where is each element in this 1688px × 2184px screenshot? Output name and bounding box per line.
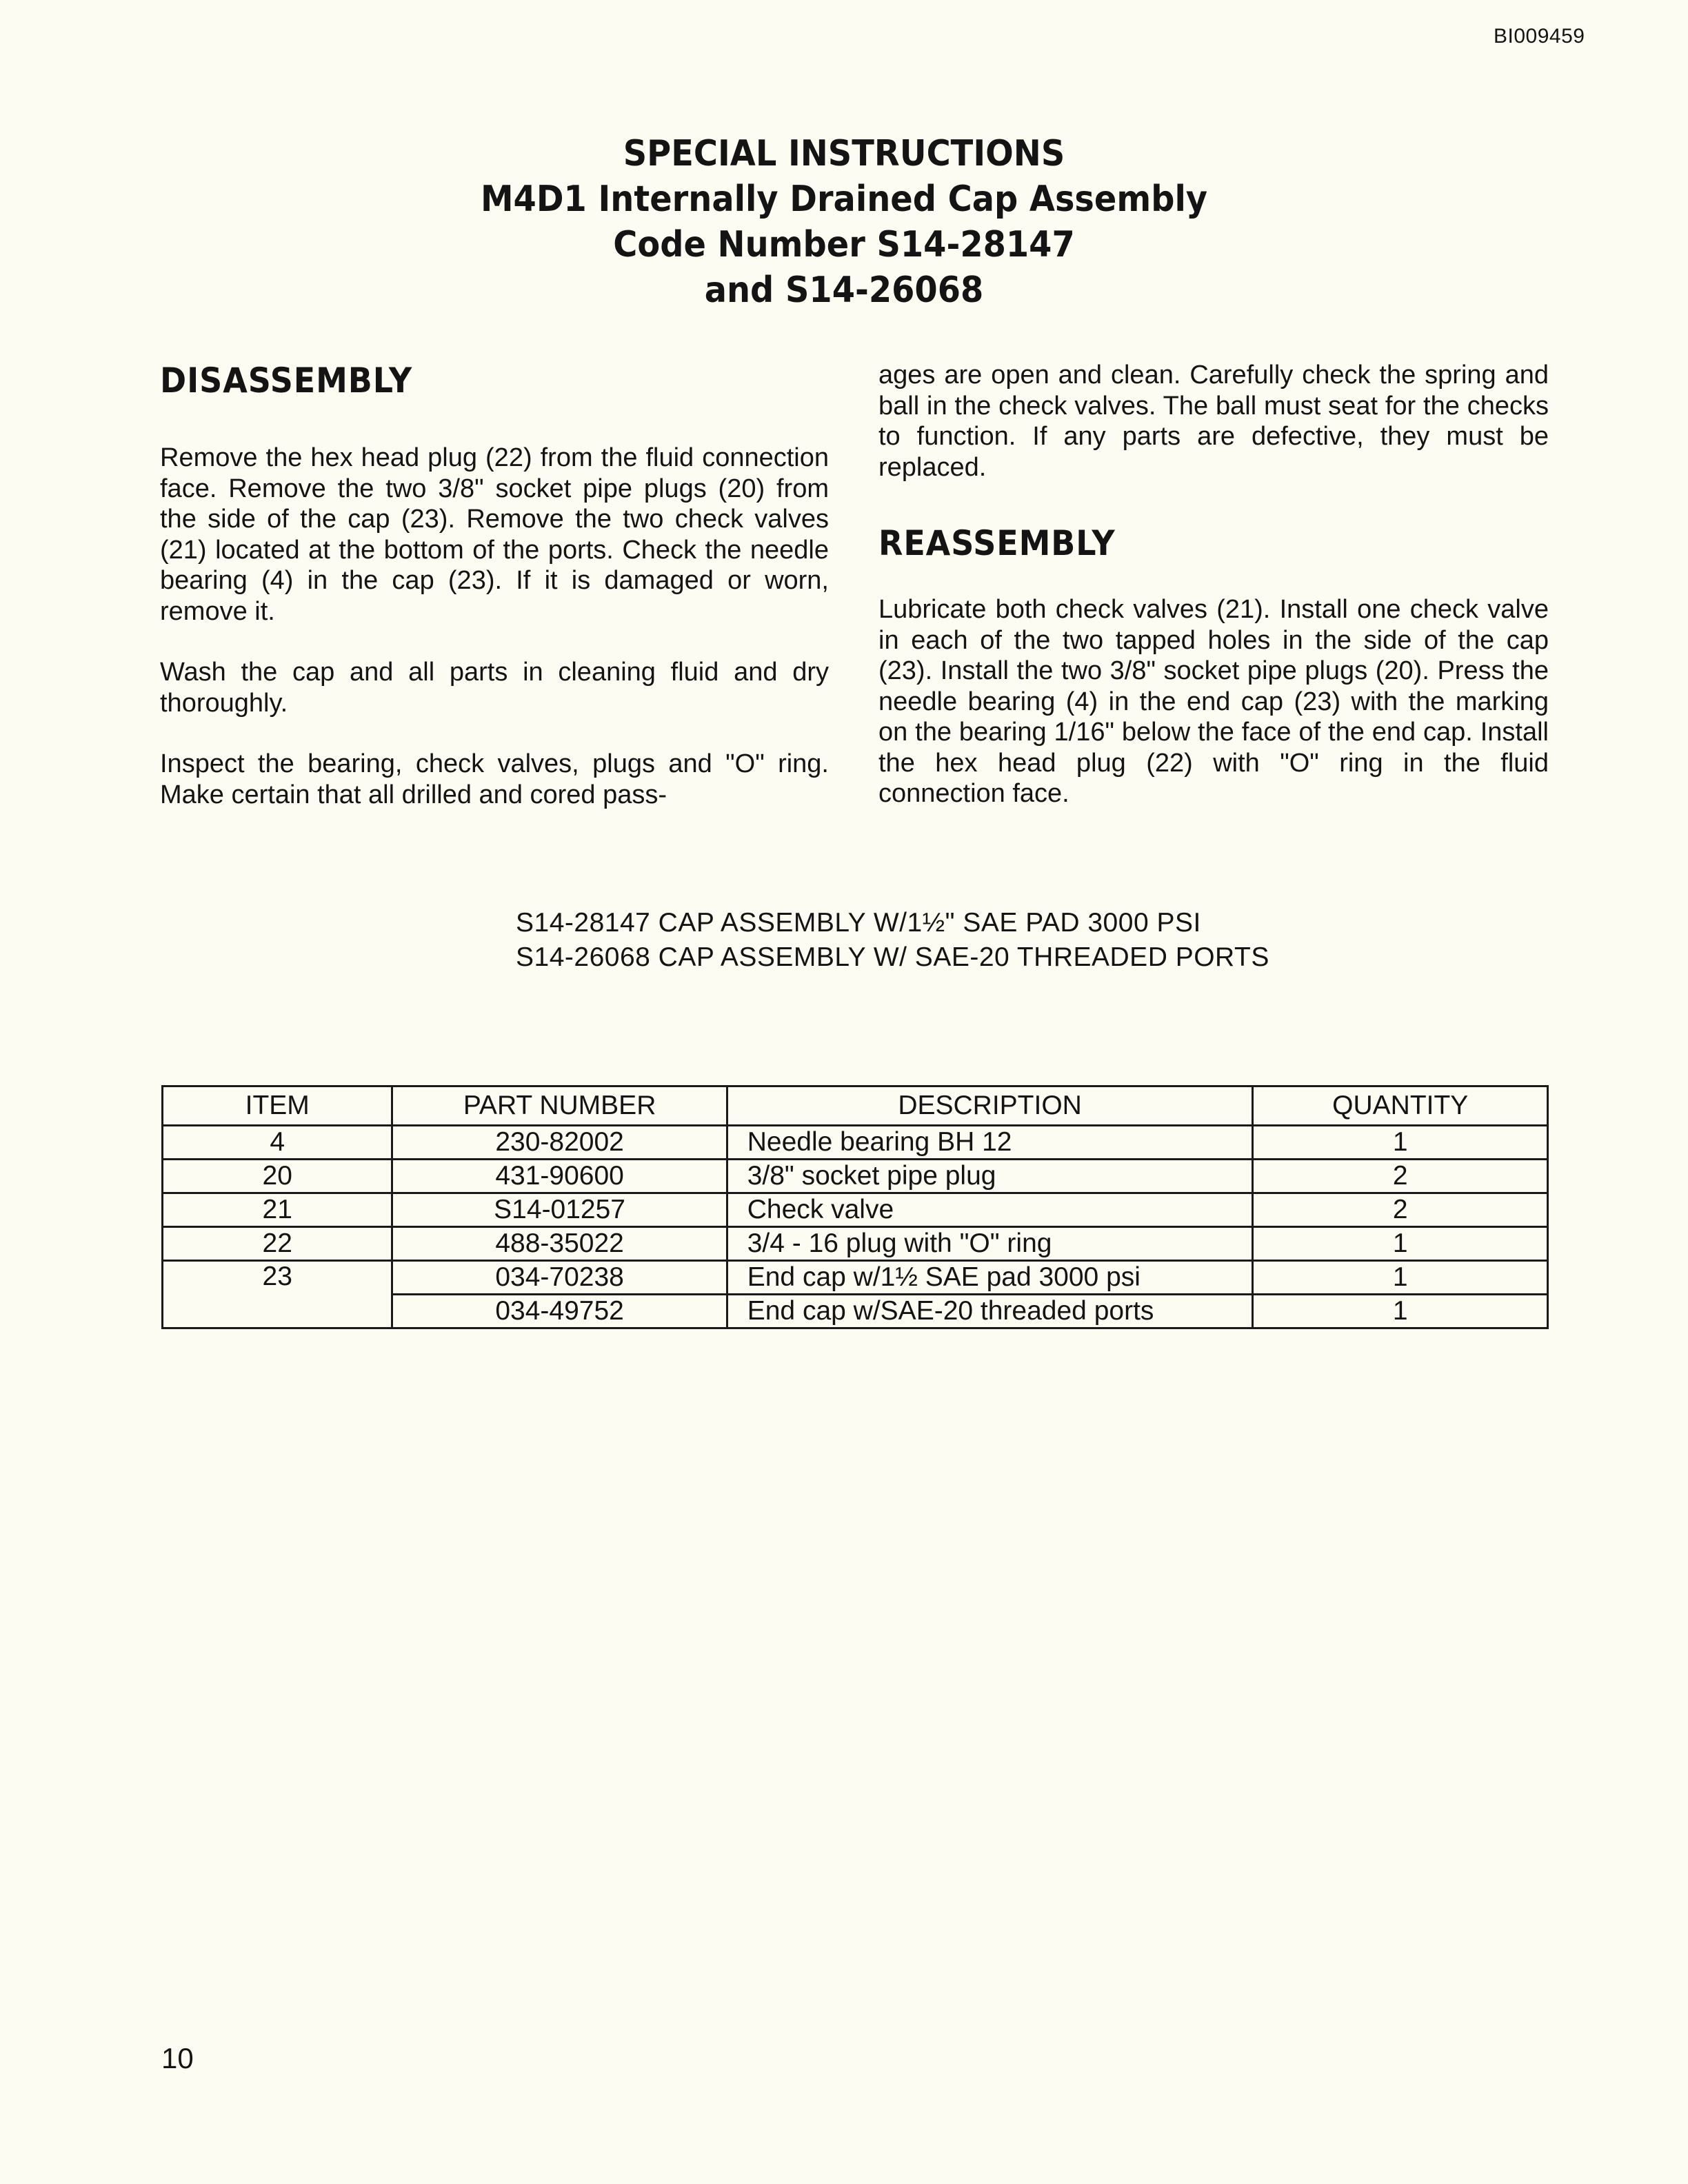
left-column bbox=[160, 360, 829, 840]
disassembly-paragraph-1: Remove the hex head plug (22) from the fluid connection face. Remove the two 3/8" socket pipe plugs (20) from the side of the cap (23). Remove the two check valves (21) located at the bottom of the ports. Check the needle bearing (4) in the cap (23). If it is damaged or worn, remove it. bbox=[160, 443, 829, 626]
cell-description: 3/4 - 16 plug with "O" ring bbox=[727, 1227, 1253, 1261]
title-line-2: M4D1 Internally Drained Cap Assembly bbox=[480, 179, 1208, 220]
table-row bbox=[163, 1227, 1548, 1261]
cell-description: 3/8" socket pipe plug bbox=[727, 1160, 1253, 1193]
page-title bbox=[68, 131, 1620, 313]
title-line-1: SPECIAL INSTRUCTIONS bbox=[623, 133, 1065, 174]
table-header-row bbox=[163, 1086, 1548, 1126]
disassembly-paragraph-2: Wash the cap and all parts in cleaning fluid and dry thoroughly. bbox=[160, 658, 829, 718]
document-id: BI009459 bbox=[1494, 25, 1585, 48]
cell-item: 21 bbox=[163, 1193, 392, 1227]
table-row bbox=[163, 1160, 1548, 1193]
cell-part-number: 488-35022 bbox=[392, 1227, 727, 1261]
title-line-3: Code Number S14-28147 bbox=[613, 224, 1075, 265]
cell-part-number: 034-70238 bbox=[392, 1261, 727, 1295]
cell-part-number: S14-01257 bbox=[392, 1193, 727, 1227]
cell-quantity: 1 bbox=[1253, 1227, 1548, 1261]
reassembly-paragraph-1: Lubricate both check valves (21). Install one check valve in each of the two tapped holes in the side of the cap (23). Install the two 3/8" socket pipe plugs (20). Press the needle bearing (4) in the end cap (23) with the marking on the bearing 1/16" below the face of the end cap. Install the hex head plug (22) with "O" ring in the fluid connection face. bbox=[878, 595, 1549, 808]
table-row bbox=[163, 1193, 1548, 1227]
right-column bbox=[878, 360, 1549, 809]
cell-item: 23 bbox=[163, 1261, 392, 1328]
header-part-number: PART NUMBER bbox=[392, 1086, 727, 1126]
cell-quantity: 1 bbox=[1253, 1295, 1548, 1328]
page-number: 10 bbox=[161, 2042, 194, 2074]
assembly-line-1: S14-28147 CAP ASSEMBLY W/1½" SAE PAD 3000 PSI bbox=[516, 908, 1201, 938]
assembly-line-2: S14-26068 CAP ASSEMBLY W/ SAE-20 THREADED PORTS bbox=[516, 942, 1269, 972]
cell-item: 20 bbox=[163, 1160, 392, 1193]
disassembly-paragraph-3: Inspect the bearing, check valves, plugs and "O" ring. Make certain that all drilled and cored pass- bbox=[160, 749, 829, 809]
disassembly-paragraph-3-continued: ages are open and clean. Carefully check the spring and ball in the check valves. The ball must seat for the checks to function. If any parts are defective, they must be replaced. bbox=[878, 361, 1549, 482]
cell-quantity: 1 bbox=[1253, 1126, 1548, 1160]
cell-description: End cap w/1½ SAE pad 3000 psi bbox=[727, 1261, 1253, 1295]
header-quantity: QUANTITY bbox=[1253, 1086, 1548, 1126]
parts-table bbox=[161, 1085, 1549, 1329]
cell-quantity: 2 bbox=[1253, 1193, 1548, 1227]
cell-part-number: 431-90600 bbox=[392, 1160, 727, 1193]
cell-item: 22 bbox=[163, 1227, 392, 1261]
cell-description: Check valve bbox=[727, 1193, 1253, 1227]
reassembly-heading: REASSEMBLY bbox=[878, 523, 1116, 563]
cell-description: Needle bearing BH 12 bbox=[727, 1126, 1253, 1160]
cell-part-number: 230-82002 bbox=[392, 1126, 727, 1160]
cell-part-number: 034-49752 bbox=[392, 1295, 727, 1328]
assembly-list bbox=[516, 906, 1269, 975]
disassembly-heading: DISASSEMBLY bbox=[160, 361, 413, 401]
cell-description: End cap w/SAE-20 threaded ports bbox=[727, 1295, 1253, 1328]
table-row bbox=[163, 1261, 1548, 1295]
cell-quantity: 2 bbox=[1253, 1160, 1548, 1193]
table-row bbox=[163, 1126, 1548, 1160]
title-line-4: and S14-26068 bbox=[704, 270, 984, 311]
header-description: DESCRIPTION bbox=[727, 1086, 1253, 1126]
cell-item: 4 bbox=[163, 1126, 392, 1160]
cell-quantity: 1 bbox=[1253, 1261, 1548, 1295]
header-item: ITEM bbox=[163, 1086, 392, 1126]
